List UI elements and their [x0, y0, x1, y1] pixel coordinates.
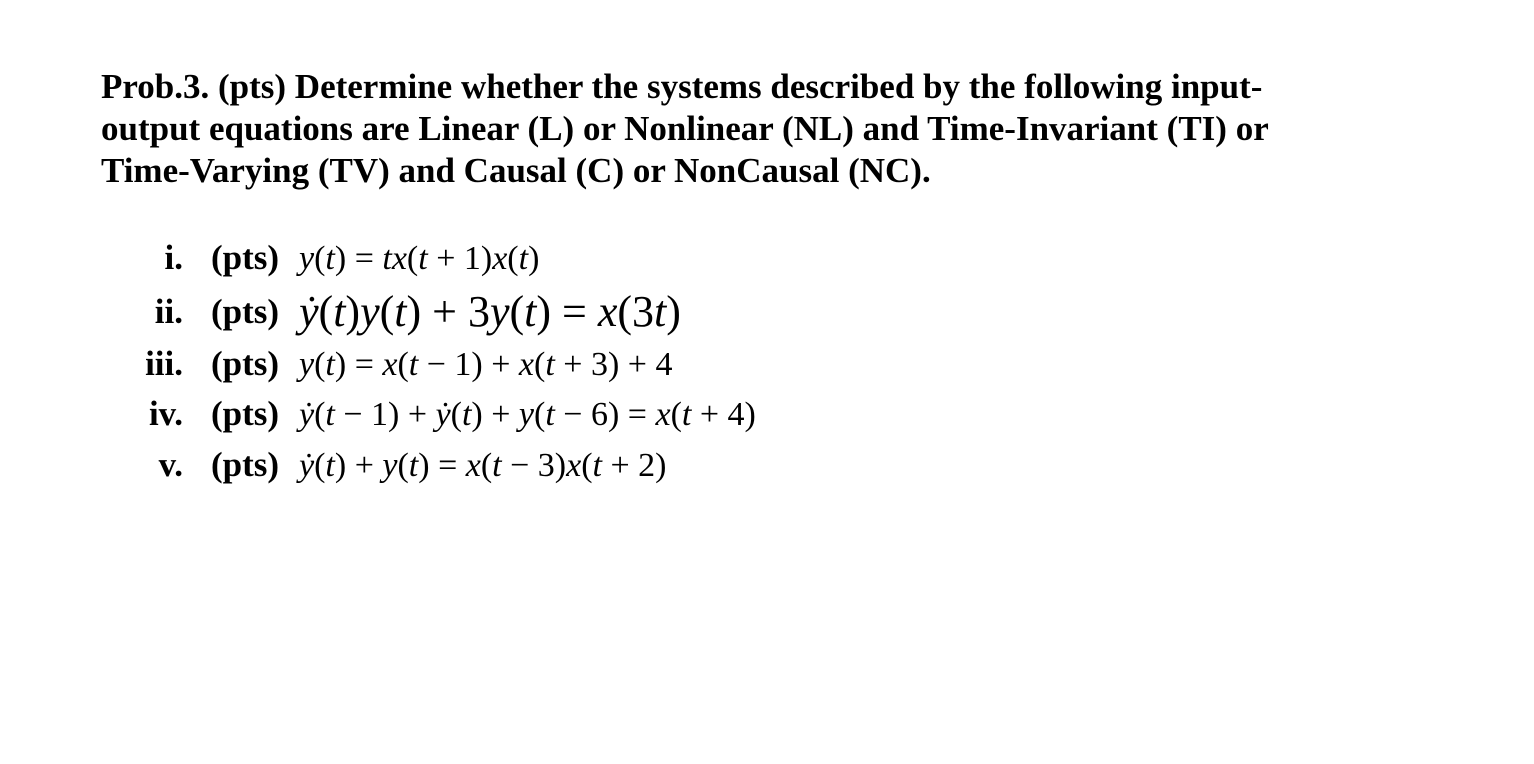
item-equation: ẏ(t − 1) + ẏ(t) + y(t − 6) = x(t + 4): [299, 396, 756, 433]
problem-line-3: Time-Varying (TV) and Causal (C) or NonCausal (NC).: [101, 151, 931, 190]
sub-problem-i: [0, 236, 900, 286]
item-points: (pts): [211, 238, 280, 277]
problem-line-1: Prob.3. (pts) Determine whether the systems described by the following input-: [101, 67, 1263, 106]
item-equation: ẏ(t) + y(t) = x(t − 3)x(t + 2): [299, 447, 667, 484]
problem-line-2: output equations are Linear (L) or Nonlinear (NL) and Time-Invariant (TI) or: [101, 109, 1269, 148]
item-equation: y(t) = x(t − 1) + x(t + 3) + 4: [299, 346, 673, 383]
sub-problem-iv: [0, 392, 900, 442]
item-equation: y(t) = tx(t + 1)x(t): [299, 240, 540, 277]
problem-statement: [101, 66, 1401, 192]
item-equation: ẏ(t)y(t) + 3y(t) = x(3t): [299, 287, 681, 336]
item-numeral: ii.: [154, 292, 183, 331]
item-points: (pts): [211, 394, 280, 433]
item-points: (pts): [211, 292, 280, 331]
sub-problem-ii: [0, 286, 900, 336]
sub-problem-v: [0, 443, 900, 493]
item-numeral: v.: [158, 445, 183, 484]
item-numeral: iv.: [148, 394, 183, 433]
sub-problem-iii: [0, 342, 900, 392]
item-numeral: i.: [164, 238, 183, 277]
item-points: (pts): [211, 344, 280, 383]
item-points: (pts): [211, 445, 280, 484]
item-numeral: iii.: [145, 344, 183, 383]
